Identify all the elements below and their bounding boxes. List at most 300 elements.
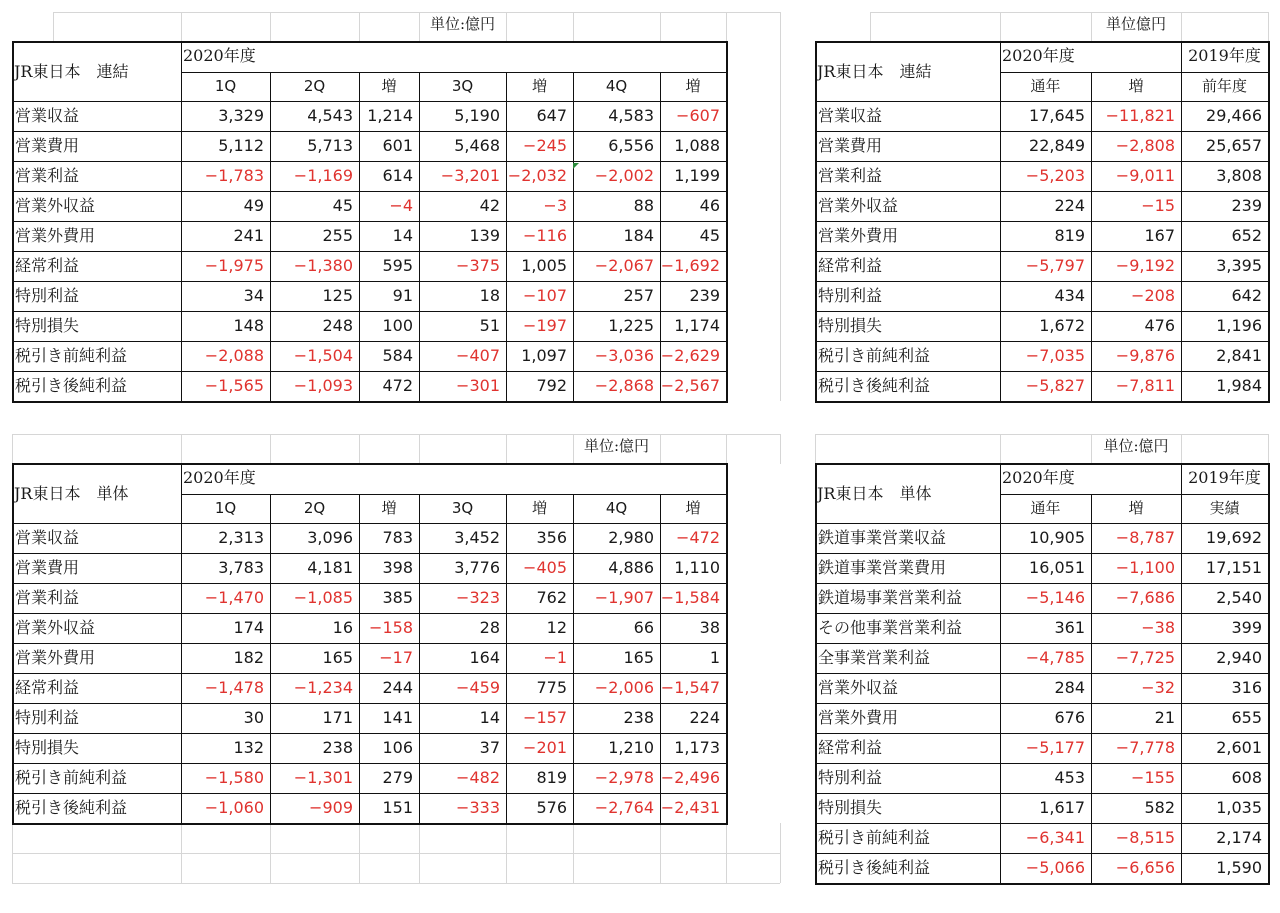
grid-line (506, 434, 507, 464)
table-cell[interactable]: 1,672 (1039, 316, 1085, 335)
fiscal-year-label[interactable]: 2020年度 (1002, 468, 1075, 487)
table-cell[interactable]: −1,060 (204, 798, 264, 817)
column-header[interactable]: 増 (685, 499, 701, 517)
column-header[interactable]: 3Q (451, 499, 474, 517)
table-cell[interactable]: −5,177 (1025, 738, 1085, 757)
table-cell[interactable]: 398 (382, 558, 413, 577)
table-cell[interactable]: −1,975 (204, 256, 264, 275)
column-header[interactable]: 1Q (214, 499, 237, 517)
table-cell[interactable]: −1,907 (594, 588, 654, 607)
table-cell[interactable]: −1,692 (660, 256, 720, 275)
table-cell[interactable]: −2,006 (594, 678, 654, 697)
table-cell[interactable]: 476 (1144, 316, 1175, 335)
table-cell[interactable]: 2,313 (218, 528, 264, 547)
table-cell[interactable]: 5,190 (454, 106, 500, 125)
table-cell[interactable]: 49 (243, 196, 264, 215)
table-cell[interactable]: 66 (633, 618, 654, 637)
column-header[interactable]: 前年度 (1201, 77, 1247, 95)
table-cell[interactable]: −323 (456, 588, 500, 607)
table-cell[interactable]: 762 (536, 588, 567, 607)
column-header[interactable]: 増 (381, 499, 397, 517)
table-cell[interactable]: 399 (1231, 618, 1262, 637)
row-label[interactable]: 税引き前純利益 (818, 828, 931, 847)
table-cell[interactable]: −8,787 (1115, 528, 1175, 547)
prior-year-label[interactable]: 2019年度 (1188, 468, 1261, 487)
table-cell[interactable]: 2,174 (1216, 828, 1262, 847)
table-cell[interactable]: 241 (233, 226, 264, 245)
table-cell[interactable]: 37 (479, 738, 500, 757)
column-header[interactable]: 増 (381, 77, 397, 95)
table-cell[interactable]: 34 (243, 286, 264, 305)
fiscal-year-label[interactable]: 2020年度 (1002, 46, 1075, 65)
table-cell[interactable]: −107 (523, 286, 567, 305)
table-cell[interactable]: −7,725 (1115, 648, 1175, 667)
table-cell[interactable]: −482 (456, 768, 500, 787)
table-cell[interactable]: 608 (1231, 768, 1262, 787)
table-cell[interactable]: −407 (456, 346, 500, 365)
table-cell[interactable]: −1,100 (1115, 558, 1175, 577)
grid-line (53, 12, 54, 42)
fiscal-year-label[interactable]: 2020年度 (183, 46, 256, 65)
row-label[interactable]: 税引き後純利益 (15, 376, 128, 395)
column-header[interactable]: 2Q (303, 499, 326, 517)
table-cell[interactable]: 4,886 (608, 558, 654, 577)
row-label[interactable]: 営業利益 (818, 166, 883, 185)
table-cell[interactable]: 1,005 (521, 256, 567, 275)
table-cell[interactable]: 148 (233, 316, 264, 335)
table-cell[interactable]: −6,656 (1115, 858, 1175, 877)
table-cell[interactable]: 595 (382, 256, 413, 275)
table-cell[interactable]: −32 (1141, 678, 1175, 697)
table-cell[interactable]: 1,590 (1216, 858, 1262, 877)
row-label[interactable]: 特別損失 (15, 316, 80, 335)
table-cell[interactable]: 4,583 (608, 106, 654, 125)
table-cell[interactable]: 3,776 (454, 558, 500, 577)
table-cell[interactable]: 125 (322, 286, 353, 305)
row-label[interactable]: 経常利益 (818, 738, 883, 757)
table-cell[interactable]: −208 (1131, 286, 1175, 305)
table-cell[interactable]: −1,565 (204, 376, 264, 395)
table-cell[interactable]: −5,797 (1025, 256, 1085, 275)
table-cell[interactable]: 472 (382, 376, 413, 395)
table-cell[interactable]: −157 (523, 708, 567, 727)
table-cell[interactable]: 775 (536, 678, 567, 697)
row-label[interactable]: 経常利益 (15, 256, 80, 275)
table-cell[interactable]: 4,543 (307, 106, 353, 125)
table-cell[interactable]: 18 (479, 286, 500, 305)
cell-border (12, 161, 726, 162)
table-cell[interactable]: −1,580 (204, 768, 264, 787)
table-cell[interactable]: 5,468 (454, 136, 500, 155)
table-cell[interactable]: −1,584 (660, 588, 720, 607)
table-cell[interactable]: 6,556 (608, 136, 654, 155)
table-cell[interactable]: −158 (369, 618, 413, 637)
table-cell[interactable]: 3,329 (218, 106, 264, 125)
row-label[interactable]: 税引き前純利益 (15, 346, 128, 365)
table-cell[interactable]: −155 (1131, 768, 1175, 787)
cell-border (660, 494, 661, 823)
table-cell[interactable]: 25,657 (1206, 136, 1262, 155)
table-cell[interactable]: −2,978 (594, 768, 654, 787)
table-cell[interactable]: 14 (479, 708, 500, 727)
table-cell[interactable]: 2,940 (1216, 648, 1262, 667)
column-header[interactable]: 4Q (605, 77, 628, 95)
table-cell[interactable]: −1,547 (660, 678, 720, 697)
table-cell[interactable]: 29,466 (1206, 106, 1262, 125)
row-label[interactable]: 営業費用 (15, 558, 80, 577)
table-cell[interactable]: 582 (1144, 798, 1175, 817)
table-cell[interactable]: 385 (382, 588, 413, 607)
table-cell[interactable]: −9,192 (1115, 256, 1175, 275)
table-cell[interactable]: 1,984 (1216, 376, 1262, 395)
grid-line (419, 434, 420, 464)
table-cell[interactable]: 10,905 (1029, 528, 1085, 547)
row-label[interactable]: 鉄道場事業営業利益 (818, 588, 963, 607)
table-cell[interactable]: −5,146 (1025, 588, 1085, 607)
table-cell[interactable]: −7,035 (1025, 346, 1085, 365)
table-cell[interactable]: −197 (523, 316, 567, 335)
row-label[interactable]: 営業利益 (15, 588, 80, 607)
row-label[interactable]: 特別利益 (818, 768, 883, 787)
table-cell[interactable]: 167 (1144, 226, 1175, 245)
table-cell[interactable]: −7,686 (1115, 588, 1175, 607)
row-label[interactable]: 営業外費用 (15, 648, 96, 667)
table-cell[interactable]: −4 (389, 196, 413, 215)
row-label[interactable]: 営業収益 (818, 106, 883, 125)
table-cell[interactable]: 91 (392, 286, 413, 305)
prior-year-label[interactable]: 2019年度 (1188, 46, 1261, 65)
column-header[interactable]: 通年 (1030, 499, 1061, 517)
table-cell[interactable]: −5,066 (1025, 858, 1085, 877)
row-label[interactable]: 特別損失 (818, 798, 883, 817)
table-cell[interactable]: 244 (382, 678, 413, 697)
unit-label[interactable]: 単位:億円 (1103, 437, 1169, 455)
table-cell[interactable]: 45 (332, 196, 353, 215)
table-cell[interactable]: −2,629 (660, 346, 720, 365)
table-cell[interactable]: 792 (536, 376, 567, 395)
table-cell[interactable]: 434 (1054, 286, 1085, 305)
row-label[interactable]: 営業外費用 (818, 226, 899, 245)
table-cell[interactable]: −2,868 (594, 376, 654, 395)
table-cell[interactable]: −3,036 (594, 346, 654, 365)
table-cell[interactable]: −11,821 (1105, 106, 1175, 125)
table-cell[interactable]: 255 (322, 226, 353, 245)
table-cell[interactable]: −459 (456, 678, 500, 697)
row-label[interactable]: 営業収益 (15, 106, 80, 125)
row-label[interactable]: 営業利益 (15, 166, 80, 185)
table-cell[interactable]: 141 (382, 708, 413, 727)
table-cell[interactable]: 652 (1231, 226, 1262, 245)
table-cell[interactable]: 284 (1054, 678, 1085, 697)
table-cell[interactable]: 30 (243, 708, 264, 727)
table-cell[interactable]: −15 (1141, 196, 1175, 215)
table-cell[interactable]: 1,173 (674, 738, 720, 757)
table-cell[interactable]: 3,096 (307, 528, 353, 547)
table-cell[interactable]: −116 (523, 226, 567, 245)
column-header[interactable]: 3Q (451, 77, 474, 95)
table-cell[interactable]: −7,811 (1115, 376, 1175, 395)
unit-label[interactable]: 単位:億円 (429, 15, 496, 33)
table-cell[interactable]: 19,692 (1206, 528, 1262, 547)
table-cell[interactable]: 100 (382, 316, 413, 335)
table-cell[interactable]: 106 (382, 738, 413, 757)
table-cell[interactable]: −1,783 (204, 166, 264, 185)
table-cell[interactable]: 819 (1054, 226, 1085, 245)
cell-border (12, 341, 726, 342)
table-cell[interactable]: −9,876 (1115, 346, 1175, 365)
row-label[interactable]: 特別利益 (15, 286, 80, 305)
table-cell[interactable]: 5,713 (307, 136, 353, 155)
cell-border (1091, 494, 1092, 883)
table-cell[interactable]: −1,093 (293, 376, 353, 395)
cell-border (181, 42, 182, 401)
table-cell[interactable]: 2,980 (608, 528, 654, 547)
cell-border (815, 613, 1268, 614)
table-cell[interactable]: −7,778 (1115, 738, 1175, 757)
table-cell[interactable]: 21 (1154, 708, 1175, 727)
table-cell[interactable]: −1,470 (204, 588, 264, 607)
table-cell[interactable]: −1,301 (293, 768, 353, 787)
table-cell[interactable]: 576 (536, 798, 567, 817)
table-cell[interactable]: 1,097 (521, 346, 567, 365)
table-cell[interactable]: 2,601 (1216, 738, 1262, 757)
table-cell[interactable]: 224 (689, 708, 720, 727)
table-title[interactable]: JR東日本 連結 (817, 62, 932, 81)
table-cell[interactable]: 453 (1054, 768, 1085, 787)
table-title[interactable]: JR東日本 連結 (14, 62, 129, 81)
cell-border (815, 703, 1268, 704)
row-label[interactable]: 鉄道事業営業費用 (818, 558, 947, 577)
table-cell[interactable]: 42 (479, 196, 500, 215)
table-cell[interactable]: −5,203 (1025, 166, 1085, 185)
table-cell[interactable]: 28 (479, 618, 500, 637)
table-cell[interactable]: 1 (709, 648, 720, 667)
table-cell[interactable]: 17,151 (1206, 558, 1262, 577)
row-label[interactable]: 特別利益 (15, 708, 80, 727)
table-cell[interactable]: −245 (523, 136, 567, 155)
table-cell[interactable]: 14 (392, 226, 413, 245)
table-cell[interactable]: 819 (536, 768, 567, 787)
row-label[interactable]: 特別利益 (818, 286, 883, 305)
column-header[interactable]: 通年 (1030, 77, 1061, 95)
row-label[interactable]: 営業収益 (15, 528, 80, 547)
cell-border (1000, 464, 1001, 883)
row-label[interactable]: 営業費用 (818, 136, 883, 155)
grid-line (1181, 12, 1182, 42)
row-label[interactable]: その他事業営業利益 (818, 618, 963, 637)
table-cell[interactable]: 361 (1054, 618, 1085, 637)
table-cell[interactable]: 3,452 (454, 528, 500, 547)
table-cell[interactable]: −1,169 (293, 166, 353, 185)
table-cell[interactable]: −1 (543, 648, 567, 667)
table-cell[interactable]: −1,380 (293, 256, 353, 275)
table-cell[interactable]: 38 (699, 618, 720, 637)
table-cell[interactable]: 46 (699, 196, 720, 215)
table-cell[interactable]: 164 (469, 648, 500, 667)
table-cell[interactable]: 2,540 (1216, 588, 1262, 607)
table-cell[interactable]: 239 (689, 286, 720, 305)
table-cell[interactable]: 2,841 (1216, 346, 1262, 365)
table-cell[interactable]: −2,002 (594, 166, 654, 185)
table-cell[interactable]: −2,764 (594, 798, 654, 817)
table-title[interactable]: JR東日本 単体 (14, 484, 129, 503)
table-cell[interactable]: 17,645 (1029, 106, 1085, 125)
table-cell[interactable]: 174 (233, 618, 264, 637)
row-label[interactable]: 特別損失 (15, 738, 80, 757)
unit-label[interactable]: 単位億円 (1105, 15, 1166, 33)
column-header[interactable]: 増 (531, 77, 547, 95)
table-cell[interactable]: −1,478 (204, 678, 264, 697)
row-label[interactable]: 営業外収益 (15, 196, 96, 215)
table-cell[interactable]: 171 (322, 708, 353, 727)
table-cell[interactable]: 3,808 (1216, 166, 1262, 185)
table-cell[interactable]: 139 (469, 226, 500, 245)
table-cell[interactable]: 316 (1231, 678, 1262, 697)
table-cell[interactable]: −4,785 (1025, 648, 1085, 667)
table-cell[interactable]: −1,085 (293, 588, 353, 607)
table-cell[interactable]: 184 (623, 226, 654, 245)
table-cell[interactable]: 4,181 (307, 558, 353, 577)
table-cell[interactable]: −38 (1141, 618, 1175, 637)
table-cell[interactable]: 356 (536, 528, 567, 547)
table-cell[interactable]: −333 (456, 798, 500, 817)
table-cell[interactable]: 239 (1231, 196, 1262, 215)
table-cell[interactable]: −472 (676, 528, 720, 547)
cell-border (12, 613, 726, 614)
row-label[interactable]: 経常利益 (818, 256, 883, 275)
table-cell[interactable]: 22,849 (1029, 136, 1085, 155)
table-cell[interactable]: 1,174 (674, 316, 720, 335)
table-cell[interactable]: −6,341 (1025, 828, 1085, 847)
table-cell[interactable]: −3,201 (440, 166, 500, 185)
column-header[interactable]: 実績 (1209, 499, 1240, 517)
table-cell[interactable]: −8,515 (1115, 828, 1175, 847)
row-label[interactable]: 全事業営業利益 (818, 648, 931, 667)
fiscal-year-label[interactable]: 2020年度 (183, 468, 256, 487)
row-label[interactable]: 税引き後純利益 (15, 798, 128, 817)
table-cell[interactable]: 655 (1231, 708, 1262, 727)
table-cell[interactable]: 151 (382, 798, 413, 817)
table-cell[interactable]: 1,196 (1216, 316, 1262, 335)
table-cell[interactable]: 1,035 (1216, 798, 1262, 817)
table-cell[interactable]: −375 (456, 256, 500, 275)
table-cell[interactable]: 16 (332, 618, 353, 637)
table-cell[interactable]: 279 (382, 768, 413, 787)
row-label[interactable]: 税引き後純利益 (818, 376, 931, 395)
column-header[interactable]: 増 (1128, 77, 1144, 95)
column-header[interactable]: 増 (1128, 499, 1144, 517)
column-header[interactable]: 増 (685, 77, 701, 95)
table-cell[interactable]: −2,088 (204, 346, 264, 365)
table-cell[interactable]: 224 (1054, 196, 1085, 215)
row-label[interactable]: 税引き前純利益 (818, 346, 931, 365)
table-cell[interactable]: 165 (623, 648, 654, 667)
table-title[interactable]: JR東日本 単体 (817, 484, 932, 503)
column-header[interactable]: 4Q (605, 499, 628, 517)
table-cell[interactable]: 642 (1231, 286, 1262, 305)
table-cell[interactable]: −1,504 (293, 346, 353, 365)
unit-label[interactable]: 単位:億円 (583, 437, 650, 455)
table-cell[interactable]: 132 (233, 738, 264, 757)
table-cell[interactable]: 1,199 (674, 166, 720, 185)
row-label[interactable]: 営業費用 (15, 136, 80, 155)
table-cell[interactable]: −2,496 (660, 768, 720, 787)
table-cell[interactable]: 45 (699, 226, 720, 245)
table-cell[interactable]: 88 (633, 196, 654, 215)
table-cell[interactable]: 165 (322, 648, 353, 667)
row-label[interactable]: 営業外費用 (818, 708, 899, 727)
table-cell[interactable]: 783 (382, 528, 413, 547)
row-label[interactable]: 税引き前純利益 (15, 768, 128, 787)
table-cell[interactable]: 5,112 (218, 136, 264, 155)
row-label[interactable]: 特別損失 (818, 316, 883, 335)
table-cell[interactable]: 257 (623, 286, 654, 305)
row-label[interactable]: 経常利益 (15, 678, 80, 697)
table-cell[interactable]: 1,617 (1039, 798, 1085, 817)
table-cell[interactable]: −2,032 (507, 166, 567, 185)
table-cell[interactable]: 1,214 (367, 106, 413, 125)
table-cell[interactable]: 1,210 (608, 738, 654, 757)
table-cell[interactable]: 676 (1054, 708, 1085, 727)
table-cell[interactable]: 16,051 (1029, 558, 1085, 577)
row-label[interactable]: 鉄道事業営業収益 (818, 528, 947, 547)
cell-border (660, 72, 661, 401)
column-header[interactable]: 増 (531, 499, 547, 517)
table-cell[interactable]: 3,783 (218, 558, 264, 577)
grid-line (270, 12, 271, 42)
table-cell[interactable]: −909 (309, 798, 353, 817)
row-label[interactable]: 営業外収益 (818, 678, 899, 697)
table-cell[interactable]: 182 (233, 648, 264, 667)
table-cell[interactable]: 238 (322, 738, 353, 757)
table-cell[interactable]: 1,110 (674, 558, 720, 577)
table-cell[interactable]: 12 (546, 618, 567, 637)
table-cell[interactable]: −201 (523, 738, 567, 757)
row-label[interactable]: 営業外収益 (15, 618, 96, 637)
table-cell[interactable]: −2,431 (660, 798, 720, 817)
column-header[interactable]: 1Q (214, 77, 237, 95)
table-cell[interactable]: −9,011 (1115, 166, 1175, 185)
table-cell[interactable]: 584 (382, 346, 413, 365)
table-cell[interactable]: −1,234 (293, 678, 353, 697)
cell-border (815, 101, 1268, 102)
row-label[interactable]: 税引き後純利益 (818, 858, 931, 877)
table-cell[interactable]: −301 (456, 376, 500, 395)
table-cell[interactable]: 248 (322, 316, 353, 335)
table-cell[interactable]: 3,395 (1216, 256, 1262, 275)
table-cell[interactable]: 51 (479, 316, 500, 335)
table-cell[interactable]: −17 (379, 648, 413, 667)
table-cell[interactable]: 238 (623, 708, 654, 727)
table-cell[interactable]: −3 (543, 196, 567, 215)
table-cell[interactable]: 614 (382, 166, 413, 185)
row-label[interactable]: 営業外収益 (818, 196, 899, 215)
table-cell[interactable]: −5,827 (1025, 376, 1085, 395)
table-cell[interactable]: 647 (536, 106, 567, 125)
table-cell[interactable]: 1,088 (674, 136, 720, 155)
column-header[interactable]: 2Q (303, 77, 326, 95)
table-cell[interactable]: 601 (382, 136, 413, 155)
table-cell[interactable]: −2,808 (1115, 136, 1175, 155)
table-cell[interactable]: −607 (676, 106, 720, 125)
table-cell[interactable]: −2,567 (660, 376, 720, 395)
table-cell[interactable]: −405 (523, 558, 567, 577)
table-cell[interactable]: −2,067 (594, 256, 654, 275)
cell-border (12, 281, 726, 282)
cell-border (12, 703, 726, 704)
row-label[interactable]: 営業外費用 (15, 226, 96, 245)
table-cell[interactable]: 1,225 (608, 316, 654, 335)
